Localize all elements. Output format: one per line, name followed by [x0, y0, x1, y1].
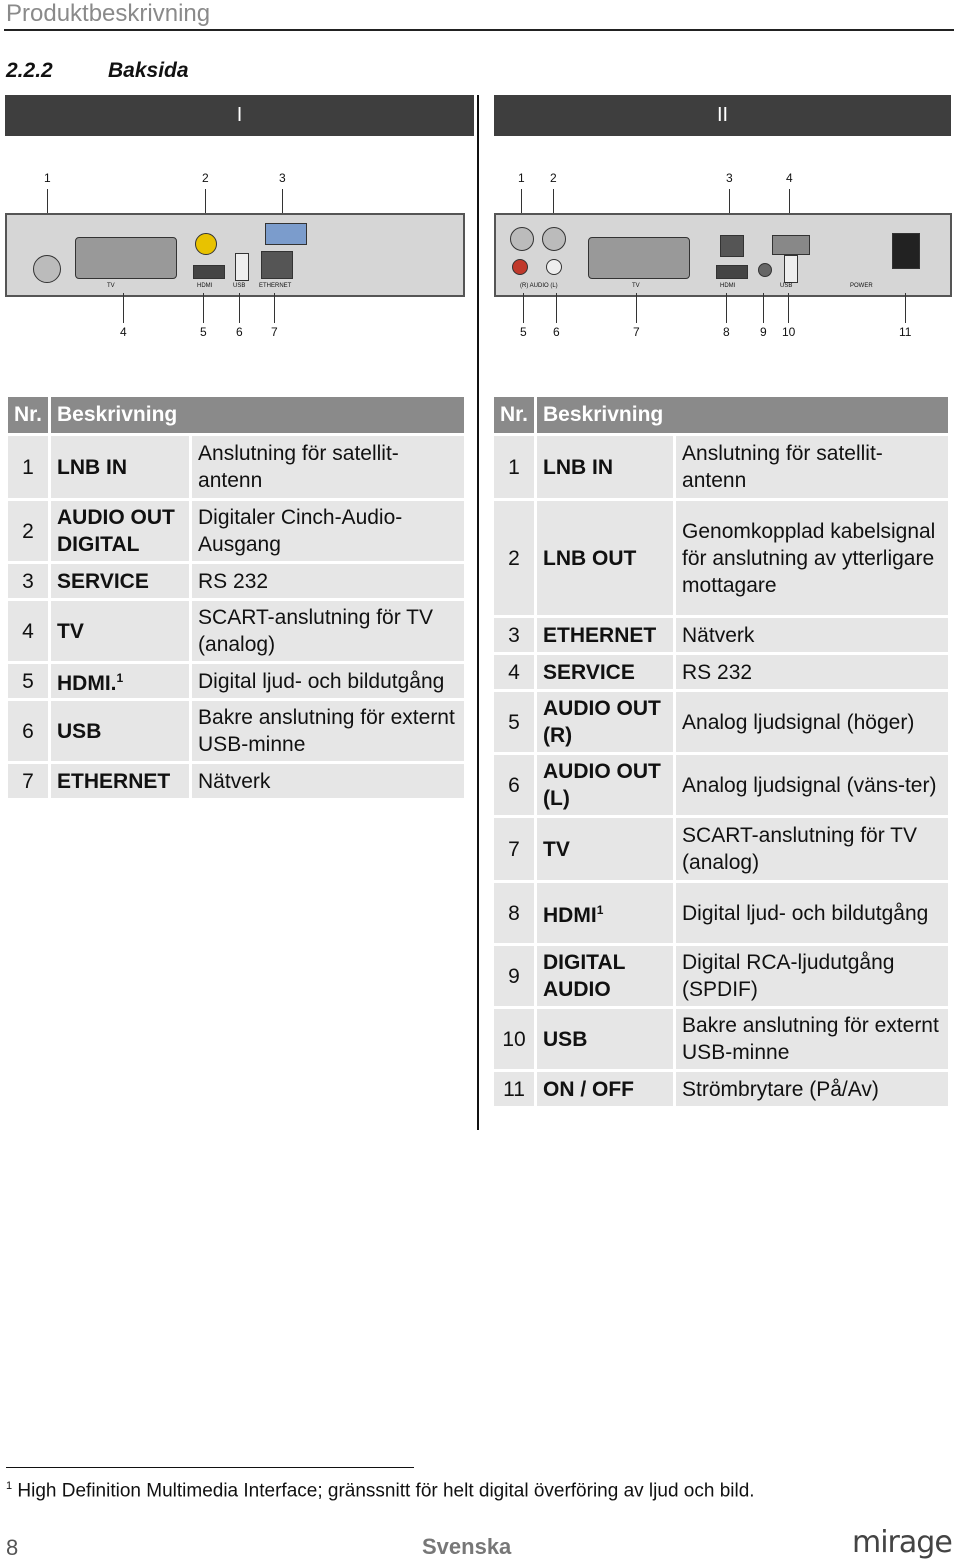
receiver-back-panel-ii: (R) AUDIO (L) TV HDMI USB POWER [494, 213, 952, 297]
usb-port-icon [784, 255, 798, 283]
table-row: 2 AUDIO OUT DIGITAL Digitaler Cinch-Audio-Ausgang [8, 501, 464, 561]
callout: 3 [726, 171, 733, 185]
lnb-connector-icon [33, 255, 61, 283]
callout: 1 [518, 171, 525, 185]
callout: 9 [760, 325, 767, 339]
header-nr: Nr. [494, 397, 534, 433]
section-title: Baksida [108, 59, 189, 82]
mirage-logo: mirage [852, 1525, 952, 1560]
page-number: 8 [6, 1535, 19, 1560]
power-switch-icon [892, 233, 920, 269]
lnb-out-connector-icon [542, 227, 566, 251]
header-nr: Nr. [8, 397, 48, 433]
callout: 1 [44, 171, 51, 185]
header-rule [4, 29, 954, 31]
table-row: 1 LNB IN Anslutning för satellit-antenn [494, 436, 948, 498]
ethernet-port-icon [720, 235, 744, 257]
column-header-left: I [5, 95, 474, 136]
callout: 4 [786, 171, 793, 185]
header-description: Beskrivning [51, 397, 464, 433]
section-number: 2.2.2 [6, 59, 53, 82]
ethernet-port-icon [261, 251, 293, 279]
footnote: $^1$ High Definition Multimedia Interface; gränssnitt för helt digital överföring av ljud och bild. [6, 1480, 755, 1502]
header-description: Beskrivning [537, 397, 948, 433]
callout: 7 [633, 325, 640, 339]
scart-port-icon [75, 237, 177, 279]
page-header: Produktbeskrivning [6, 0, 211, 27]
scart-port-icon [588, 237, 690, 279]
column-divider [477, 95, 479, 1130]
serial-port-icon [265, 223, 307, 245]
callout: 10 [782, 325, 796, 339]
callout: 8 [723, 325, 730, 339]
rca-right-icon [512, 259, 528, 275]
callout: 5 [520, 325, 527, 339]
table-row: 8 HDMI$^1$ Digital ljud- och bildutgång [494, 883, 948, 943]
table-row: 5 AUDIO OUT (R) Analog ljudsignal (höger) [494, 692, 948, 752]
language-label: Svenska [422, 1534, 512, 1559]
rca-digital-icon [195, 233, 217, 255]
table-header-row [8, 397, 464, 433]
receiver-back-panel-i: TV HDMI USB ETHERNET [5, 213, 465, 297]
digital-audio-port-icon [758, 263, 772, 277]
table-row: 3 SERVICE RS 232 [8, 564, 464, 598]
footnote-rule [6, 1467, 414, 1468]
table-row: 2 LNB OUT Genomkopplad kabelsignal för anslutning av ytterligare mottagare [494, 501, 948, 615]
column-header-right: II [494, 95, 951, 136]
hdmi-port-icon [716, 265, 748, 279]
table-row: 9 DIGITAL AUDIO Digital RCA-ljudutgång (SPDIF) [494, 946, 948, 1006]
rca-left-icon [546, 259, 562, 275]
serial-port-icon [772, 235, 810, 255]
left-device-figure [5, 165, 465, 345]
hdmi-port-icon [193, 265, 225, 279]
callout: 2 [550, 171, 557, 185]
callout: 4 [120, 325, 127, 339]
callout: 6 [236, 325, 243, 339]
table-row: 4 TV SCART-anslutning för TV (analog) [8, 601, 464, 661]
callout: 2 [202, 171, 209, 185]
table-header-row [494, 397, 948, 433]
table-row: 1 LNB IN Anslutning för satellit-antenn [8, 436, 464, 498]
table-row: 4 SERVICE RS 232 [494, 655, 948, 689]
lnb-in-connector-icon [510, 227, 534, 251]
table-row: 5 HDMI.$^1$ Digital ljud- och bildutgång [8, 664, 464, 698]
table-row: 3 ETHERNET Nätverk [494, 618, 948, 652]
table-row: 6 AUDIO OUT (L) Analog ljudsignal (väns-ter) [494, 755, 948, 815]
table-row: 7 TV SCART-anslutning för TV (analog) [494, 818, 948, 880]
callout: 6 [553, 325, 560, 339]
callout: 5 [200, 325, 207, 339]
right-device-figure [494, 165, 952, 345]
table-row: 10 USB Bakre anslutning för externt USB-minne [494, 1009, 948, 1069]
table-row: 6 USB Bakre anslutning för externt USB-minne [8, 701, 464, 761]
table-row: 7 ETHERNET Nätverk [8, 764, 464, 798]
callout: 7 [271, 325, 278, 339]
callout: 3 [279, 171, 286, 185]
usb-port-icon [235, 253, 249, 281]
left-spec-table [5, 394, 467, 801]
right-spec-table [491, 394, 951, 1109]
table-row: 11 ON / OFF Strömbrytare (På/Av) [494, 1072, 948, 1106]
callout: 11 [899, 325, 912, 339]
